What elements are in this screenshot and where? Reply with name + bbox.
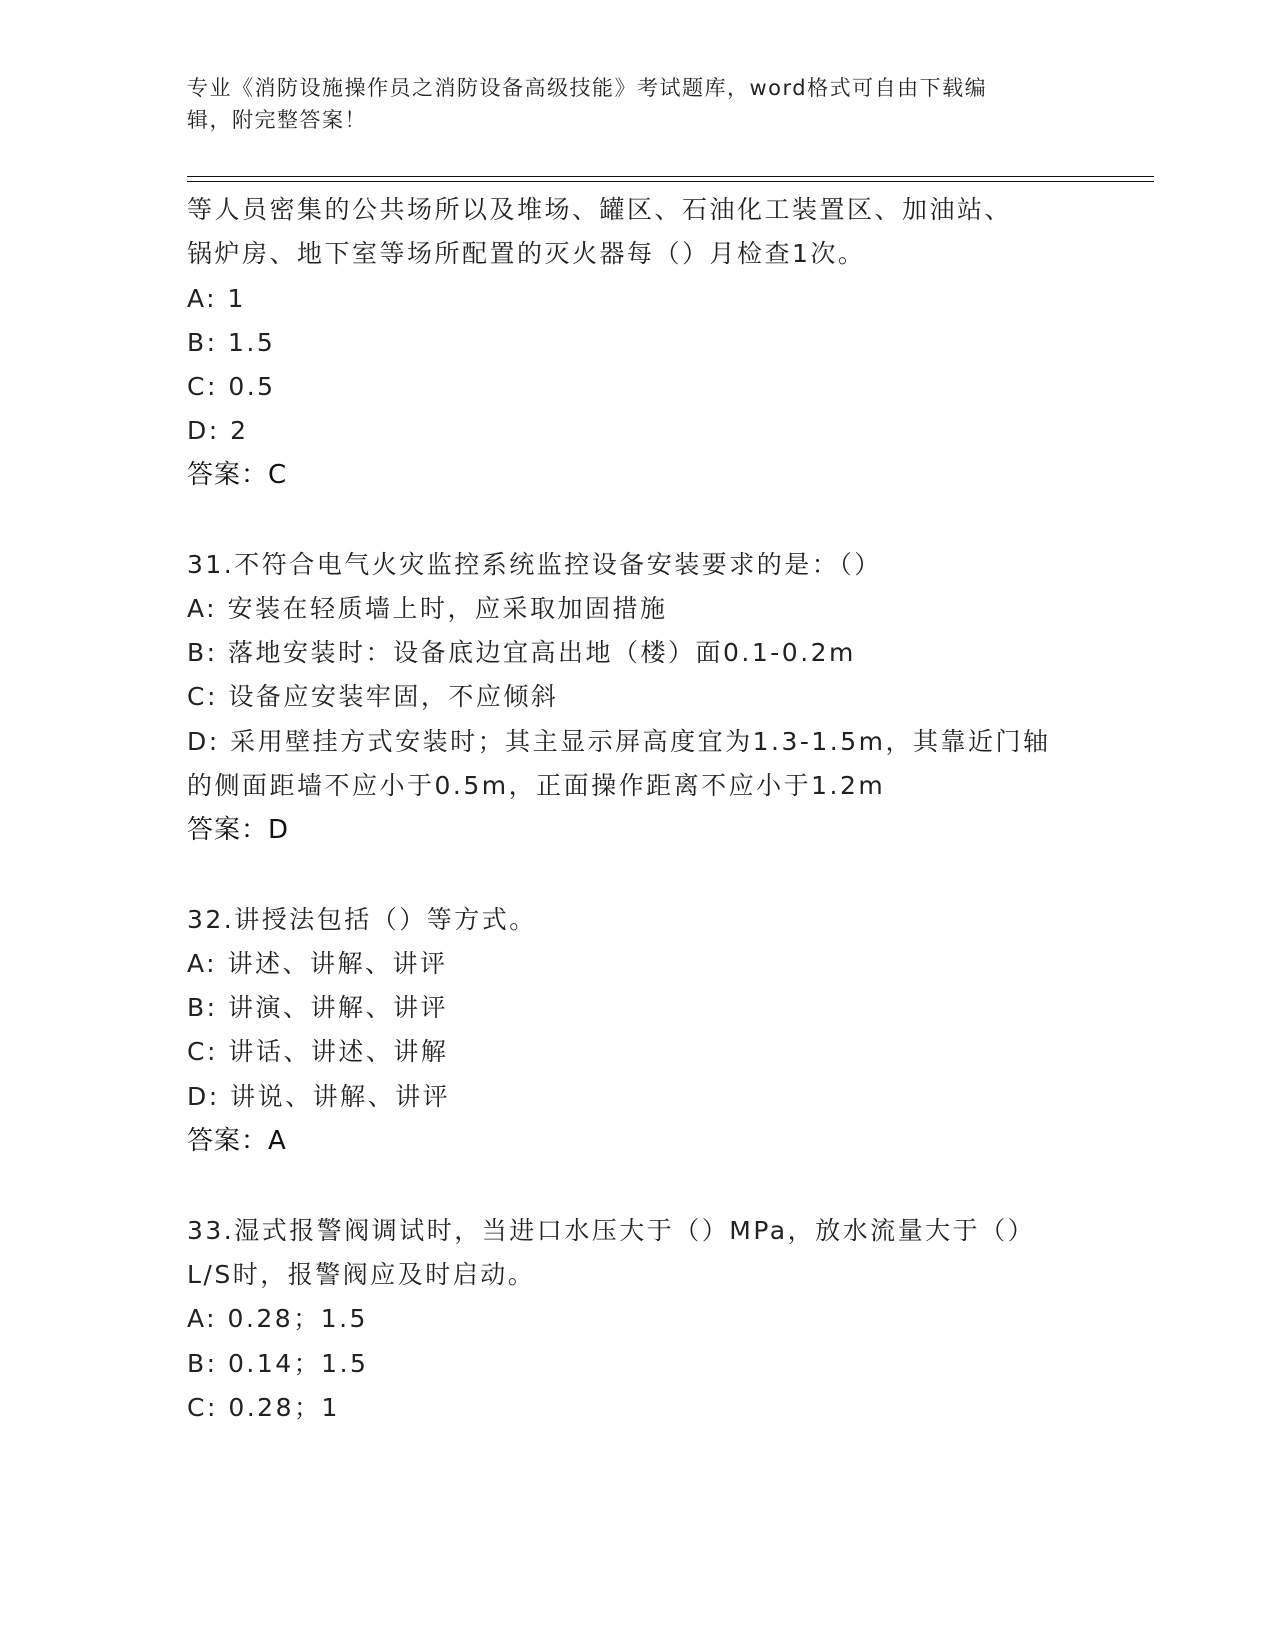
q33-stem-line-1: 33.湿式报警阀调试时，当进口水压大于（）MPa，放水流量大于（） xyxy=(187,1216,1036,1245)
q30-answer: 答案：C xyxy=(187,460,288,490)
q31-answer: 答案：D xyxy=(187,815,290,845)
q31-option-d-continued: 的侧面距墙不应小于0.5m，正面操作距离不应小于1.2m xyxy=(187,771,886,800)
q30-option-b: B: 1.5 xyxy=(187,328,276,357)
header-rule-top xyxy=(187,176,1154,177)
document-header xyxy=(187,72,1087,136)
q30-option-c: C: 0.5 xyxy=(187,372,276,401)
q31-option-b: B: 落地安装时：设备底边宜高出地（楼）面0.1-0.2m xyxy=(187,638,856,667)
q33-option-c: C: 0.28；1 xyxy=(187,1393,340,1422)
q31-option-c: C: 设备应安装牢固，不应倾斜 xyxy=(187,682,559,711)
q30-stem-line-1: 等人员密集的公共场所以及堆场、罐区、石油化工装置区、加油站、 xyxy=(187,195,1013,224)
q30-stem-line-2: 锅炉房、地下室等场所配置的灭火器每（）月检查1次。 xyxy=(187,239,866,268)
q32-option-d: D: 讲说、讲解、讲评 xyxy=(187,1082,451,1111)
q31-stem: 31.不符合电气火灾监控系统监控设备安装要求的是：（） xyxy=(187,550,882,579)
q30-option-a: A: 1 xyxy=(187,284,246,313)
q30-option-d: D: 2 xyxy=(187,416,249,445)
q33-option-a: A: 0.28；1.5 xyxy=(187,1304,368,1333)
q32-option-c: C: 讲话、讲述、讲解 xyxy=(187,1037,449,1066)
q33-stem-line-2: L/S时，报警阀应及时启动。 xyxy=(187,1260,536,1289)
q31-option-a: A: 安装在轻质墙上时，应采取加固措施 xyxy=(187,594,668,623)
q32-option-b: B: 讲演、讲解、讲评 xyxy=(187,993,449,1022)
header-line-1: 专业《消防设施操作员之消防设备高级技能》考试题库，word格式可自由下载编 xyxy=(187,76,988,100)
header-rule-bottom xyxy=(187,181,1154,182)
q31-option-d: D: 采用壁挂方式安装时；其主显示屏高度宜为1.3-1.5m，其靠近门轴 xyxy=(187,727,1051,756)
q33-option-b: B: 0.14；1.5 xyxy=(187,1349,369,1378)
header-line-2: 辑，附完整答案！ xyxy=(187,108,367,132)
q32-option-a: A: 讲述、讲解、讲评 xyxy=(187,949,448,978)
q32-answer: 答案：A xyxy=(187,1126,287,1156)
q32-stem: 32.讲授法包括（）等方式。 xyxy=(187,905,537,934)
